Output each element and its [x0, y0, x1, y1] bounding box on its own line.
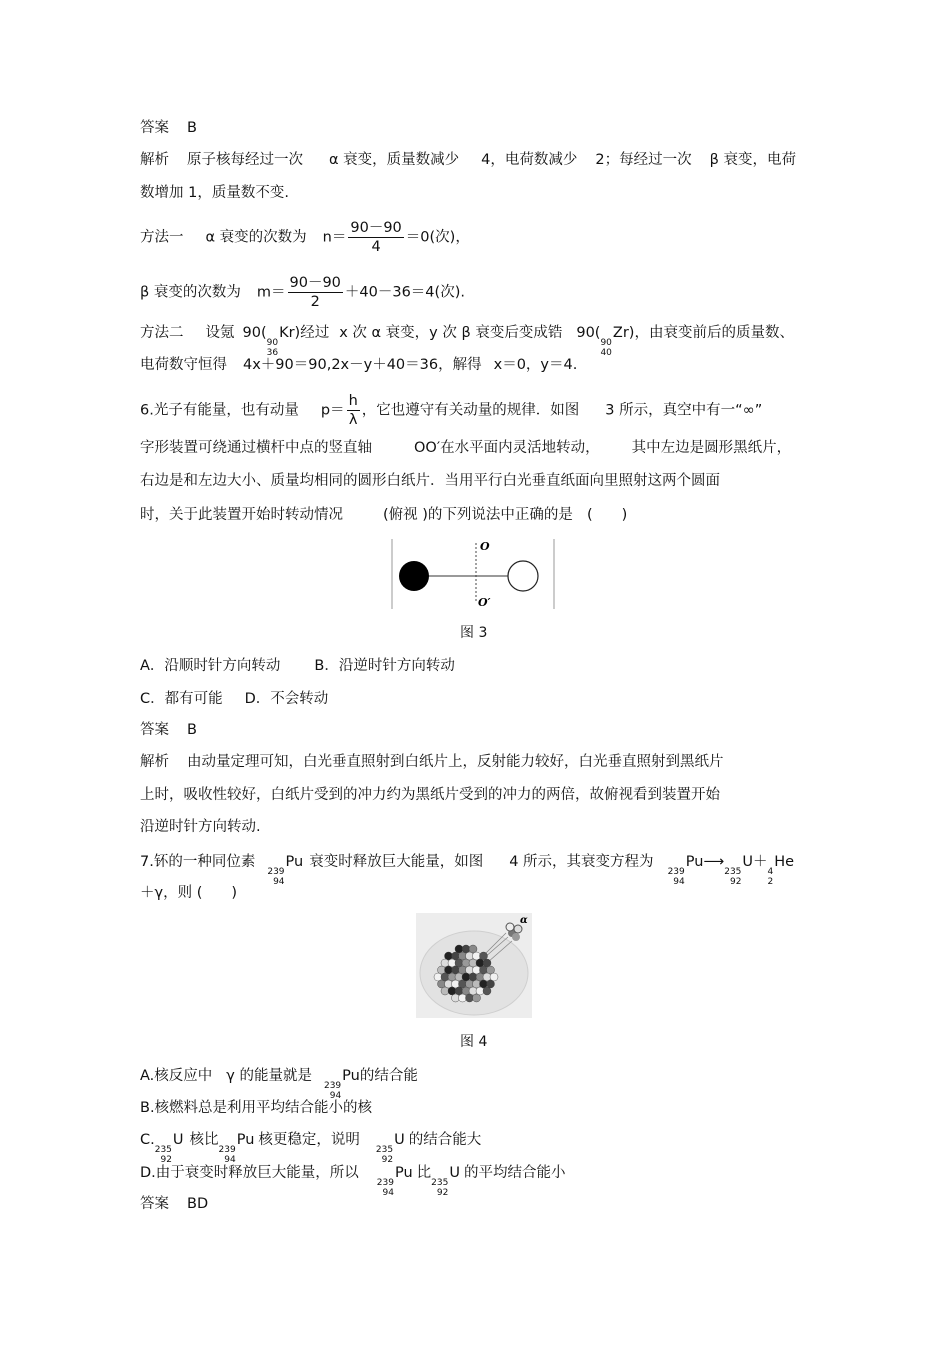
nucleon: [459, 952, 467, 960]
nucleon: [469, 973, 477, 981]
pu-symbol: Pu: [394, 1165, 413, 1181]
figure-3-caption: 图 3: [460, 625, 488, 641]
u-nuclide-script: [724, 867, 741, 887]
method2-label: 方法二: [140, 325, 184, 341]
atomic-number: 94: [273, 877, 285, 887]
fraction: [347, 392, 360, 429]
mass-number: 239: [376, 1178, 394, 1188]
nucleon: [452, 952, 460, 960]
nucleon: [441, 959, 449, 967]
nucleon: [438, 966, 446, 974]
nucleon: [462, 959, 470, 967]
option-a-text: 的结合能: [359, 1068, 418, 1084]
nucleon: [466, 980, 474, 988]
method2-text: 设氪: [205, 325, 235, 341]
analysis-text: α 衰变，质量数减少: [329, 152, 460, 168]
fraction-numerator: 90－90: [350, 220, 402, 236]
nucleon: [487, 980, 495, 988]
pu-nuclide-script: [219, 1145, 236, 1165]
nucleon: [466, 952, 474, 960]
nucleon: [473, 994, 481, 1002]
fraction: [348, 219, 403, 256]
q6-line-3: [140, 471, 720, 491]
atomic-number: 94: [382, 1188, 394, 1198]
method2-text: x 次 α 衰变，y 次 β 衰变后变成锆: [339, 325, 563, 341]
mass-number: 235: [724, 867, 742, 877]
nucleon: [452, 966, 460, 974]
mass-number: 239: [267, 867, 285, 877]
nucleon: [480, 980, 488, 988]
atomic-number: 94: [224, 1155, 236, 1165]
kr-coefficient: 90(: [242, 325, 267, 341]
mass-number: 235: [431, 1178, 449, 1188]
u-symbol: U: [172, 1132, 184, 1148]
analysis-text: 由动量定理可知，白光垂直照射到白纸片上，反射能力较好，白光垂直照射到黑纸片: [187, 754, 724, 770]
nucleon: [459, 966, 467, 974]
atomic-number: 92: [160, 1155, 172, 1165]
analysis-text: 上时，吸收性较好，白纸片受到的冲力约为黑纸片受到的冲力的两倍，故俯视看到装置开始: [140, 787, 720, 803]
mass-number: 235: [375, 1145, 394, 1155]
analysis-text: β 衰变，电荷: [709, 152, 797, 168]
nucleon: [469, 945, 477, 953]
u-symbol: U: [449, 1165, 460, 1181]
mass-number: 90: [266, 338, 279, 348]
method2-text: 电荷数守恒得: [140, 357, 227, 373]
analysis-line-2: [140, 183, 289, 203]
nucleon: [445, 980, 453, 988]
nucleon: [483, 973, 491, 981]
u-nuclide-script: [431, 1178, 448, 1198]
q6-analysis-line-1: [140, 752, 724, 772]
nucleon: [462, 945, 470, 953]
q6-text: 字形装置可绕通过横杆中点的竖直轴: [140, 440, 372, 456]
q7-line-2: [140, 883, 237, 903]
atomic-number: 92: [381, 1155, 394, 1165]
mass-number: 239: [218, 1145, 236, 1155]
option-b: B．沿逆时针方向转动: [314, 658, 455, 674]
analysis-label: 解析: [140, 152, 169, 168]
option-c-text: 核更稳定，说明: [258, 1132, 360, 1148]
q6-options-line-1: [140, 656, 455, 676]
fraction-numerator: h: [348, 393, 358, 409]
q6-text: ( ): [586, 507, 628, 523]
nucleon: [459, 994, 467, 1002]
option-c: C．都有可能: [140, 691, 223, 707]
alpha-particle: [506, 923, 514, 931]
analysis-text: 4，电荷数减少: [481, 152, 578, 168]
analysis-line-1: [140, 150, 796, 170]
fraction-numerator: 90－90: [289, 275, 341, 291]
answer-label: 答案: [140, 722, 169, 738]
q6-analysis-line-3: [140, 817, 261, 837]
pu-nuclide-script: [267, 867, 284, 887]
nucleon: [448, 987, 456, 995]
figure-4-caption: 图 4: [460, 1034, 488, 1050]
black-disc: [399, 561, 429, 591]
nucleon: [445, 952, 453, 960]
nucleon: [438, 980, 446, 988]
method2-line-2: [140, 355, 577, 375]
nucleon: [476, 973, 484, 981]
answer-line: [140, 118, 197, 138]
q6-line-2: [140, 438, 791, 458]
q7-option-a: [140, 1066, 418, 1101]
label-o-prime: O′: [478, 596, 491, 609]
nucleon: [455, 987, 463, 995]
q6-options-line-2: [140, 689, 328, 709]
method1-text: α 衰变的次数为: [205, 229, 307, 246]
option-d-text: 的平均结合能小: [463, 1165, 566, 1181]
label-alpha: α: [520, 915, 528, 926]
q7-line-1: [140, 852, 794, 887]
atomic-number: 2: [767, 877, 774, 887]
u-nuclide-script: [376, 1145, 393, 1165]
nucleon: [455, 973, 463, 981]
nucleon: [490, 973, 498, 981]
atomic-number: 94: [329, 1091, 342, 1101]
method1-line-1: [140, 219, 470, 256]
alpha-particle: [514, 925, 522, 933]
pu-nuclide-script: [377, 1178, 394, 1198]
method2-text: ，由衰变前后的质量数、: [634, 325, 794, 341]
nucleon: [441, 987, 449, 995]
mass-number: 235: [154, 1145, 172, 1155]
nucleon: [455, 959, 463, 967]
nucleon: [434, 973, 442, 981]
q7-text: ＋γ，则 ( ): [140, 885, 238, 901]
q6-line-1: [140, 392, 762, 429]
label-o: O: [480, 540, 490, 553]
nucleon: [441, 973, 449, 981]
u-symbol: U: [394, 1132, 405, 1148]
option-d-text: D.由于衰变时释放巨大能量，所以: [140, 1165, 359, 1181]
fraction-denominator: 2: [310, 294, 320, 310]
q6-text: 时，关于此装置开始时转动情况: [140, 507, 343, 523]
mass-number: 90: [600, 338, 612, 348]
nucleon: [466, 994, 474, 1002]
answer-value: B: [187, 120, 197, 136]
pu-symbol: Pu: [342, 1068, 360, 1084]
method2-text: 经过: [300, 325, 330, 341]
option-c-text: 核比: [189, 1132, 219, 1148]
q6-text: 其中左边是圆形黑纸片，: [631, 440, 792, 456]
method2-line-1: [140, 323, 794, 358]
plus-sign: ＋: [753, 854, 768, 870]
formula-result: ＋40－36＝4(次).: [344, 284, 465, 301]
he-nuclide-script: [768, 867, 774, 887]
analysis-text: 2；每经过一次: [595, 152, 692, 168]
reaction-arrow: ⟶: [703, 854, 725, 870]
q6-text: ，它也遵守有关动量的规律．如图: [361, 402, 580, 419]
zr-nuclide-script: [600, 338, 611, 358]
atomic-number: 94: [673, 877, 685, 887]
formula-p: p＝: [320, 402, 345, 419]
method2-text: 4x＋90＝90,2x－y＋40＝36，解得: [243, 357, 482, 373]
analysis-text: 数增加 1，质量数不变.: [140, 185, 289, 201]
q6-analysis-line-2: [140, 785, 720, 805]
q7-option-b: [140, 1098, 372, 1118]
zr-coefficient: 90(: [576, 325, 601, 341]
q7-text: 4 所示，其衰变方程为: [509, 854, 654, 870]
nucleon: [480, 952, 488, 960]
nucleon: [483, 959, 491, 967]
nucleon: [466, 966, 474, 974]
q6-answer-line: [140, 720, 197, 740]
atomic-number: 92: [436, 1188, 449, 1198]
formula-m: m＝: [256, 284, 286, 301]
nucleon: [455, 945, 463, 953]
nucleon: [480, 966, 488, 974]
formula-result: ＝0(次)，: [405, 229, 470, 246]
fraction: [288, 274, 343, 311]
option-d: D．不会转动: [244, 691, 329, 707]
atomic-number: 36: [266, 348, 279, 358]
answer-label: 答案: [140, 1196, 169, 1212]
mass-number: 239: [323, 1081, 342, 1091]
option-a: A．沿顺时针方向转动: [140, 658, 281, 674]
alpha-particle: [512, 933, 520, 941]
kr-symbol: Kr): [279, 325, 301, 341]
q6-text: 右边是和左边大小、质量均相同的圆形白纸片．当用平行白光垂直纸面向里照射这两个圆面: [140, 473, 720, 489]
option-a-text: A.核反应中: [140, 1068, 213, 1084]
atomic-number: 40: [600, 348, 612, 358]
fraction-denominator: λ: [348, 412, 358, 428]
answer-label: 答案: [140, 120, 169, 136]
option-c-text: C.: [140, 1132, 155, 1148]
option-d-text: 比: [416, 1165, 432, 1181]
q7-option-d: [140, 1163, 565, 1198]
nucleon: [476, 987, 484, 995]
nucleon: [473, 952, 481, 960]
zr-symbol: Zr): [612, 325, 635, 341]
analysis-label: 解析: [140, 754, 169, 770]
q6-text: 6.光子有能量，也有动量: [140, 402, 299, 419]
pu-symbol: Pu: [236, 1132, 255, 1148]
fraction-denominator: 4: [371, 239, 381, 255]
nucleon: [445, 966, 453, 974]
option-c-text: 的结合能大: [408, 1132, 482, 1148]
analysis-text: 原子核每经过一次: [187, 152, 303, 168]
method1-text: β 衰变的次数为: [140, 284, 241, 301]
mass-number: 4: [767, 867, 774, 877]
answer-value: BD: [187, 1196, 209, 1212]
figure-4-diagram: [416, 913, 532, 1018]
nucleon: [483, 987, 491, 995]
option-a-text: γ 的能量就是: [226, 1068, 312, 1084]
pu-nuclide-script: [668, 867, 685, 887]
q7-text: 衰变时释放巨大能量，如图: [309, 854, 484, 870]
q6-text: OO′在水平面内灵活地转动，: [414, 440, 600, 456]
mass-number: 239: [667, 867, 685, 877]
q7-option-c: [140, 1130, 481, 1165]
q6-text: (俯视 )的下列说法中正确的是: [383, 507, 573, 523]
answer-value: B: [187, 722, 197, 738]
atomic-number: 92: [729, 877, 742, 887]
q6-text: 3 所示，真空中有一“∞”: [605, 402, 763, 419]
nucleon: [448, 973, 456, 981]
formula-n: n＝: [322, 229, 347, 246]
nucleon: [462, 973, 470, 981]
nucleon: [448, 959, 456, 967]
method1-label: 方法一: [140, 229, 184, 246]
he-symbol: He: [774, 854, 795, 870]
option-b-text: B.核燃料总是利用平均结合能小的核: [140, 1100, 373, 1116]
method2-text: x＝0，y＝4.: [493, 357, 578, 373]
nucleon: [469, 959, 477, 967]
method1-line-2: [140, 274, 465, 311]
u-symbol: U: [742, 854, 754, 870]
u-nuclide-script: [155, 1145, 172, 1165]
q6-line-4: [140, 505, 627, 525]
q7-answer-line: [140, 1194, 208, 1214]
nucleon: [459, 980, 467, 988]
nucleon: [473, 966, 481, 974]
analysis-text: 沿逆时针方向转动.: [140, 819, 261, 835]
nucleon: [487, 966, 495, 974]
pu-symbol: Pu: [685, 854, 704, 870]
pu-symbol: Pu: [285, 854, 304, 870]
q7-text: 7.钚的一种同位素: [140, 854, 256, 870]
nucleon: [476, 959, 484, 967]
nucleon: [462, 987, 470, 995]
figure-3-diagram: [390, 535, 558, 611]
nucleon: [469, 987, 477, 995]
nucleon: [452, 994, 460, 1002]
nucleon: [473, 980, 481, 988]
nucleon: [452, 980, 460, 988]
white-disc: [508, 561, 538, 591]
